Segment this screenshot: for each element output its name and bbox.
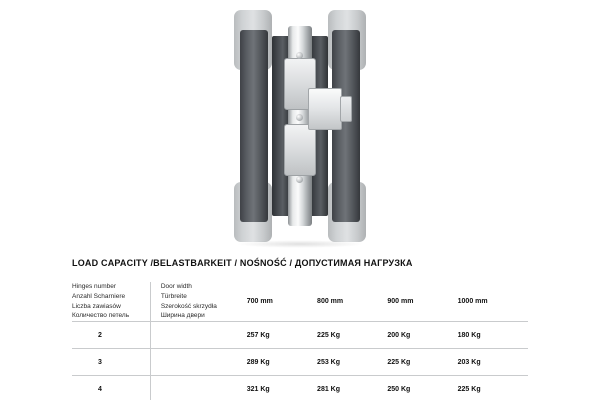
row-hinges-count: 4 [72, 376, 150, 400]
row-hinges-count: 3 [72, 349, 150, 376]
row-spacer [150, 322, 246, 349]
row-value-900: 200 Kg [387, 322, 457, 349]
row-value-700: 289 Kg [247, 349, 317, 376]
column-width-800: 800 mm [317, 282, 387, 322]
row-value-800: 225 Kg [317, 322, 387, 349]
row-value-700: 257 Kg [247, 322, 317, 349]
row-value-700: 321 Kg [247, 376, 317, 400]
hinge-pin-middle [296, 114, 303, 121]
hinge-illustration [228, 6, 372, 244]
hinge-pin-top [296, 52, 303, 59]
load-capacity-table [72, 282, 528, 400]
table-header-row [72, 282, 528, 322]
door-width-line-en: Door width [160, 283, 192, 290]
hinges-number-header [72, 282, 150, 322]
row-hinges-count: 2 [72, 322, 150, 349]
hinge-knuckle-lower [284, 124, 316, 176]
hinge-pivot-arm [308, 88, 342, 130]
row-spacer [150, 349, 246, 376]
hinges-number-line-pl: Liczba zawiasów [72, 302, 121, 310]
table-row [72, 376, 528, 400]
row-value-1000: 180 Kg [458, 322, 528, 349]
door-width-header [150, 282, 246, 322]
row-value-800: 281 Kg [317, 376, 387, 400]
load-capacity-title: LOAD CAPACITY /BELASTBARKEIT / NOŚNOŚĆ / ДОПУСТИМАЯ НАГРУЗКА [72, 258, 413, 268]
door-width-line-de: Türbreite [160, 292, 187, 300]
table-row [72, 349, 528, 376]
load-capacity-section [72, 258, 528, 400]
row-value-1000: 225 Kg [458, 376, 528, 400]
row-value-800: 253 Kg [317, 349, 387, 376]
product-shadow [236, 240, 364, 248]
hinge-arm-tip [340, 96, 352, 122]
row-value-900: 250 Kg [387, 376, 457, 400]
hinges-number-line-de: Anzahl Scharniere [72, 292, 126, 300]
hinge-pin-bottom [296, 176, 303, 183]
door-width-line-ru: Ширина двери [160, 312, 205, 320]
table-row [72, 322, 528, 349]
hinges-number-line-en: Hinges number [72, 283, 117, 290]
door-width-line-pl: Szerokość skrzydła [160, 302, 217, 310]
row-value-1000: 203 Kg [458, 349, 528, 376]
row-spacer [150, 376, 246, 400]
column-width-1000: 1000 mm [458, 282, 528, 322]
row-value-900: 225 Kg [387, 349, 457, 376]
hinges-number-line-ru: Количество петель [72, 312, 130, 320]
column-width-900: 900 mm [387, 282, 457, 322]
hinge-body-left [240, 30, 268, 222]
column-width-700: 700 mm [247, 282, 317, 322]
